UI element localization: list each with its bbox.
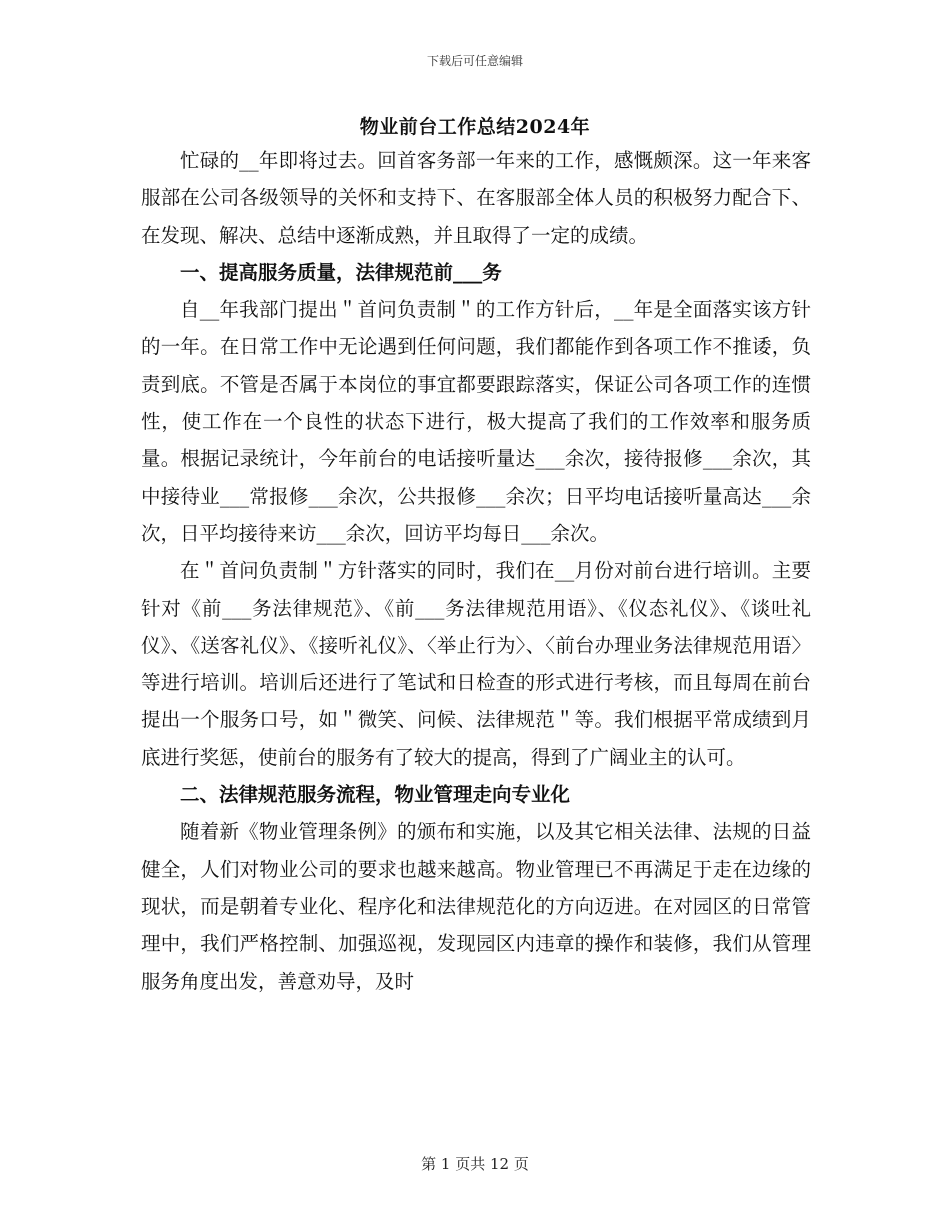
document-body <box>141 142 811 1000</box>
section-2-heading: 二、法律规范服务流程，物业管理走向专业化 <box>180 783 571 807</box>
page-footer: 第 1 页共 12 页 <box>421 1155 529 1173</box>
section-2-paragraph-1: 随着新《物业管理条例》的颁布和实施，以及其它相关法律、法规的日益健全，人们对物业公司的要求也越来越高。物业管理已不再满足于走在边缘的现状，而是朝着专业化、程序化和法律规范化的方向迈进。在对园区的日常管理中，我们严格控制、加强巡视，发现园区内违章的操作和装修，我们从管理服务角度出发，善意劝导，及时 <box>141 820 811 993</box>
section-1-paragraph-1: 自__年我部门提出＂首问负责制＂的工作方针后，__年是全面落实该方针的一年。在日常工作中无论遇到任何问题，我们都能作到各项工作不推诿，负责到底。不管是否属于本岗位的事宜都要跟踪落实，保证公司各项工作的连惯性，使工作在一个良性的状态下进行，极大提高了我们的工作效率和服务质量。根据记录统计，今年前台的电话接听量达___余次，接待报修___余次，其中接待业___常报修___余次，公共报修___余次；日平均电话接听量高达___余次，日平均接待来访___余次，回访平均每日___余次。 <box>141 298 811 545</box>
header-note: 下载后可任意编辑 <box>426 54 523 68</box>
intro-paragraph: 忙碌的__年即将过去。回首客务部一年来的工作，感慨颇深。这一年来客服部在公司各级领导的关怀和支持下、在客服部全体人员的积极努力配合下、在发现、解决、总结中逐渐成熟，并且取得了一定的成绩。 <box>141 149 811 247</box>
document-title: 物业前台工作总结2024年 <box>359 116 591 138</box>
section-1-paragraph-2: 在＂首问负责制＂方针落实的同时，我们在__月份对前台进行培训。主要针对《前___务法律规范》、《前___务法律规范用语》、《仪态礼仪》、《谈吐礼仪》、《送客礼仪》、《接听礼仪》、〈举止行为〉、〈前台办理业务法律规范用语〉等进行培训。培训后还进行了笔试和日检查的形式进行考核，而且每周在前台提出一个服务口号，如＂微笑、问候、法律规范＂等。我们根据平常成绩到月底进行奖惩，使前台的服务有了较大的提高，得到了广阔业主的认可。 <box>141 559 811 769</box>
section-1-heading: 一、提高服务质量，法律规范前___务 <box>180 260 502 284</box>
